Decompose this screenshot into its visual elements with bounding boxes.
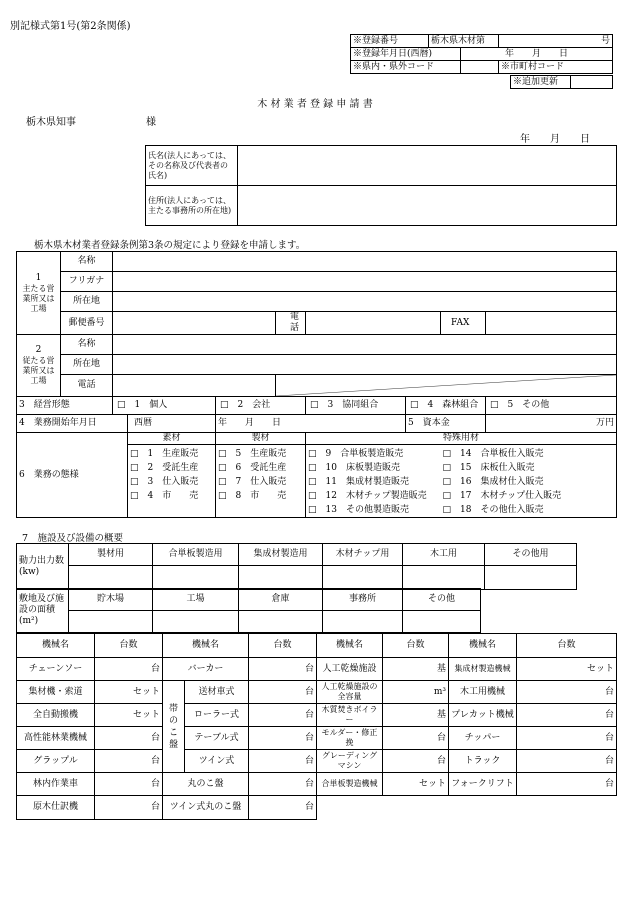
added-update-value[interactable] [571,76,613,89]
sec2-name-field[interactable] [113,335,617,355]
power-label: 動力出力数(kw) [17,544,69,590]
sec6-col-special: 特殊用材 [306,433,617,445]
m4-name-5: トラック [449,750,517,773]
sec1-postal-label: 郵便番号 [61,312,113,335]
sec6-opt-6[interactable]: □ 6 受託生産 [218,463,287,473]
power-col-5: 木工用 [403,544,485,566]
m2-unit-1[interactable]: 台 [249,658,317,681]
sec6-opt-7[interactable]: □ 7 仕入販売 [218,477,287,487]
sec3-opt-3[interactable]: □ 3 協同組合 [306,397,406,415]
sec6-opt-1[interactable]: □ 1 生産販売 [130,449,199,459]
area-col-4: 事務所 [323,589,403,611]
m3-name-1: 人工乾燥施設 [317,658,383,681]
sec2-phone-label: 電話 [61,375,113,397]
power-col-1: 製材用 [69,544,153,566]
applicant-name-field[interactable] [238,146,617,186]
m1-unit-3[interactable]: セット [95,704,163,727]
area-col-5: その他 [403,589,481,611]
sec1-phone-field[interactable] [306,312,441,335]
m1-unit-6[interactable]: 台 [95,773,163,796]
addressee: 栃木県知事 [26,117,76,128]
mh-count-2: 台数 [249,634,317,658]
power-val-6[interactable] [485,566,577,590]
sec6-opt-14[interactable]: □ 14 合単板仕入販売 [442,449,544,459]
sec1-name-label: 名称 [61,252,113,272]
m1-unit-4[interactable]: 台 [95,727,163,750]
sec2-title: 従たる営業所又は工場 [22,356,55,385]
m2-name-5: ツイン式 [185,750,249,773]
applicant-address-label: 住所(法人にあっては、主たる事務所の所在地) [146,186,238,226]
sec1-header [17,252,61,335]
sec1-location-field[interactable] [113,292,617,312]
sec6-opt-2[interactable]: □ 2 受託生産 [130,463,199,473]
m2-name-4: テーブル式 [185,727,249,750]
sec6-special-list-a [306,445,441,518]
sec1-furigana-field[interactable] [113,272,617,292]
page-title: 木 材 業 者 登 録 申 請 書 [257,99,373,110]
m3-name-4: モルダー・修正挽 [317,727,383,750]
m4-unit-4[interactable]: 台 [517,727,617,750]
m4-unit-2[interactable]: 台 [517,681,617,704]
m3-unit-6[interactable]: セット [383,773,449,796]
m2-unit-5[interactable]: 台 [249,750,317,773]
m1-name-4: 高性能林業機械 [17,727,95,750]
sec2-phone-field[interactable] [113,375,276,397]
sec2-location-field[interactable] [113,355,617,375]
m1-unit-2[interactable]: セット [95,681,163,704]
area-val-3[interactable] [239,611,323,633]
sec6-logs-list [128,445,216,518]
mh-name-3: 機械名 [317,634,383,658]
power-val-1[interactable] [69,566,153,590]
sec3-opt-2[interactable]: □ 2 会社 [216,397,306,415]
sec3-opt-4[interactable]: □ 4 森林組合 [406,397,486,415]
sec4-date[interactable]: 年 月 日 [216,415,406,433]
sec1-furigana-label: フリガナ [61,272,113,292]
m4-name-1: 集成材製造機械 [449,658,517,681]
m2-name-3: ローラー式 [185,704,249,727]
sec6-label: 6 業務の態様 [17,433,128,518]
m1-unit-7[interactable]: 台 [95,796,163,820]
m1-unit-5[interactable]: 台 [95,750,163,773]
m2-name-6: 丸のこ盤 [163,773,249,796]
power-val-2[interactable] [153,566,239,590]
applicant-name-label: 氏名(法人にあっては、その名称及び代表者の氏名) [146,146,238,186]
mh-name-4: 機械名 [449,634,517,658]
machine-table-blank [317,796,617,820]
machine-table [16,633,617,820]
power-col-4: 木材チップ用 [323,544,403,566]
sec6-opt-12[interactable]: □ 12 木材チップ製造販売 [308,491,427,501]
reg-no-label: ※登録番号 [351,35,429,48]
m1-name-5: グラップル [17,750,95,773]
m3-name-3: 木質焚きボイラー [317,704,383,727]
sec6-opt-13[interactable]: □ 13 その他製造販売 [308,505,409,515]
band-saw-label: 帯のこ盤 [163,681,185,773]
m2-unit-6[interactable]: 台 [249,773,317,796]
pref-code-value[interactable] [461,61,499,74]
mh-count-1: 台数 [95,634,163,658]
m2-name-7: ツイン式丸のこ盤 [163,796,249,820]
m4-name-2: 木工用機械 [449,681,517,704]
m3-name-6: 合単板製造機械 [317,773,383,796]
m2-unit-3[interactable]: 台 [249,704,317,727]
m1-name-2: 集材機・索道 [17,681,95,704]
m3-unit-5[interactable]: 台 [383,750,449,773]
added-update-box [510,75,613,89]
sec2-location-label: 所在地 [61,355,113,375]
area-val-5[interactable] [403,611,481,633]
sec6-opt-18[interactable]: □ 18 その他仕入販売 [442,505,544,515]
m3-unit-2[interactable]: m³ [383,681,449,704]
area-table [16,588,481,633]
sec3-opt-1[interactable]: □ 1 個人 [113,397,216,415]
m4-name-3: プレカット機械 [449,704,517,727]
reg-no-prefix: 栃木県木材第 [429,35,499,48]
sec5-capital-unit[interactable]: 万円 [486,415,617,433]
reg-date-value: 年 月 日 [461,48,613,61]
sec6-special-list-b [441,445,617,518]
added-update-label: ※追加更新 [511,76,571,89]
power-table [16,543,577,590]
m4-unit-3[interactable]: 台 [517,704,617,727]
sec6-col-lumber: 製材 [216,433,306,445]
sec1-name-field[interactable] [113,252,617,272]
sec1-location-label: 所在地 [61,292,113,312]
area-val-1[interactable] [69,611,153,633]
m2-name-2: 送材車式 [185,681,249,704]
m1-name-3: 全自動搬機 [17,704,95,727]
sec2-diagonal-cell [276,375,617,397]
sec4-label: 4 業務開始年月日 [17,415,128,433]
mh-count-4: 台数 [517,634,617,658]
sec4-era: 西暦 [128,415,216,433]
sec1-phone-label: 電話 [276,312,306,335]
sec3-label: 3 経営形態 [17,397,113,415]
sec6-opt-10[interactable]: □ 10 床板製造販売 [308,463,400,473]
power-col-6: その他用 [485,544,577,566]
mh-name-1: 機械名 [17,634,95,658]
business-table [16,251,617,518]
m3-unit-4[interactable]: 台 [383,727,449,750]
sec7-label: 7 施設及び設備の概要 [22,533,124,544]
m4-unit-6[interactable]: 台 [517,773,617,796]
m3-name-2: 人工乾燥施設の全容量 [317,681,383,704]
intro-text: 栃木県木材業者登録条例第3条の規定により登録を申請します。 [34,240,306,251]
sec6-opt-9[interactable]: □ 9 合単板製造販売 [308,449,404,459]
m1-name-6: 林内作業車 [17,773,95,796]
power-col-3: 集成材製造用 [239,544,323,566]
power-val-3[interactable] [239,566,323,590]
m3-unit-1[interactable]: 基 [383,658,449,681]
sec6-opt-4[interactable]: □ 4 市 売 [130,491,199,501]
m2-name-1: バーカー [163,658,249,681]
m4-name-6: フォークリフト [449,773,517,796]
sec6-col-logs: 素材 [128,433,216,445]
sec6-lumber-list [216,445,306,518]
sec1-postal-field[interactable] [113,312,276,335]
m4-unit-1[interactable]: セット [517,658,617,681]
m1-name-7: 原木仕訳機 [17,796,95,820]
power-val-4[interactable] [323,566,403,590]
sec6-opt-8[interactable]: □ 8 市 売 [218,491,287,501]
m1-unit-1[interactable]: 台 [95,658,163,681]
sec1-title: 主たる営業所又は工場 [22,283,55,313]
sec1-fax-field[interactable] [486,312,617,335]
applicant-table [145,145,617,226]
area-col-3: 倉庫 [239,589,323,611]
application-date: 年 月 日 [520,134,590,145]
power-col-2: 合単板製造用 [153,544,239,566]
sec2-num: 2 [35,345,42,355]
sec3-opt-5[interactable]: □ 5 その他 [486,397,617,415]
sec6-opt-17[interactable]: □ 17 木材チップ仕入販売 [442,491,562,501]
area-val-2[interactable] [153,611,239,633]
m4-name-4: チッパー [449,727,517,750]
sec6-opt-16[interactable]: □ 16 集成材仕入販売 [442,477,544,487]
m1-name-1: チェーンソー [17,658,95,681]
form-label: 別記様式第1号(第2条関係) [10,21,131,32]
area-val-4[interactable] [323,611,403,633]
m2-unit-4[interactable]: 台 [249,727,317,750]
sec6-opt-15[interactable]: □ 15 床板仕入販売 [442,463,535,473]
applicant-address-field[interactable] [238,186,617,226]
sec2-name-label: 名称 [61,335,113,355]
m2-unit-2[interactable]: 台 [249,681,317,704]
m3-name-5: グレーディングマシン [317,750,383,773]
sec6-opt-3[interactable]: □ 3 仕入販売 [130,477,199,487]
m4-unit-5[interactable]: 台 [517,750,617,773]
diagonal-line [276,375,616,396]
m3-unit-3[interactable]: 基 [383,704,449,727]
reg-no-suffix: 号 [499,35,613,48]
m2-unit-7[interactable]: 台 [249,796,317,820]
area-col-1: 貯木場 [69,589,153,611]
registration-box [350,34,613,74]
pref-code-label: ※県内・県外コード [351,61,461,74]
mh-count-3: 台数 [383,634,449,658]
sec2-header [17,335,61,397]
sec1-fax-label: FAX [441,312,486,335]
sec5-capital-label: 5 資本金 [406,415,486,433]
sec6-opt-11[interactable]: □ 11 集成材製造販売 [308,477,409,487]
reg-date-label: ※登録年月日(西暦) [351,48,461,61]
area-col-2: 工場 [153,589,239,611]
city-code-label: ※市町村コード [499,61,613,74]
honorific: 様 [146,117,156,128]
area-label: 敷地及び施設の面積(m²) [17,589,69,633]
mh-name-2: 機械名 [163,634,249,658]
sec1-num: 1 [35,272,42,283]
power-val-5[interactable] [403,566,485,590]
sec6-opt-5[interactable]: □ 5 生産販売 [218,449,287,459]
